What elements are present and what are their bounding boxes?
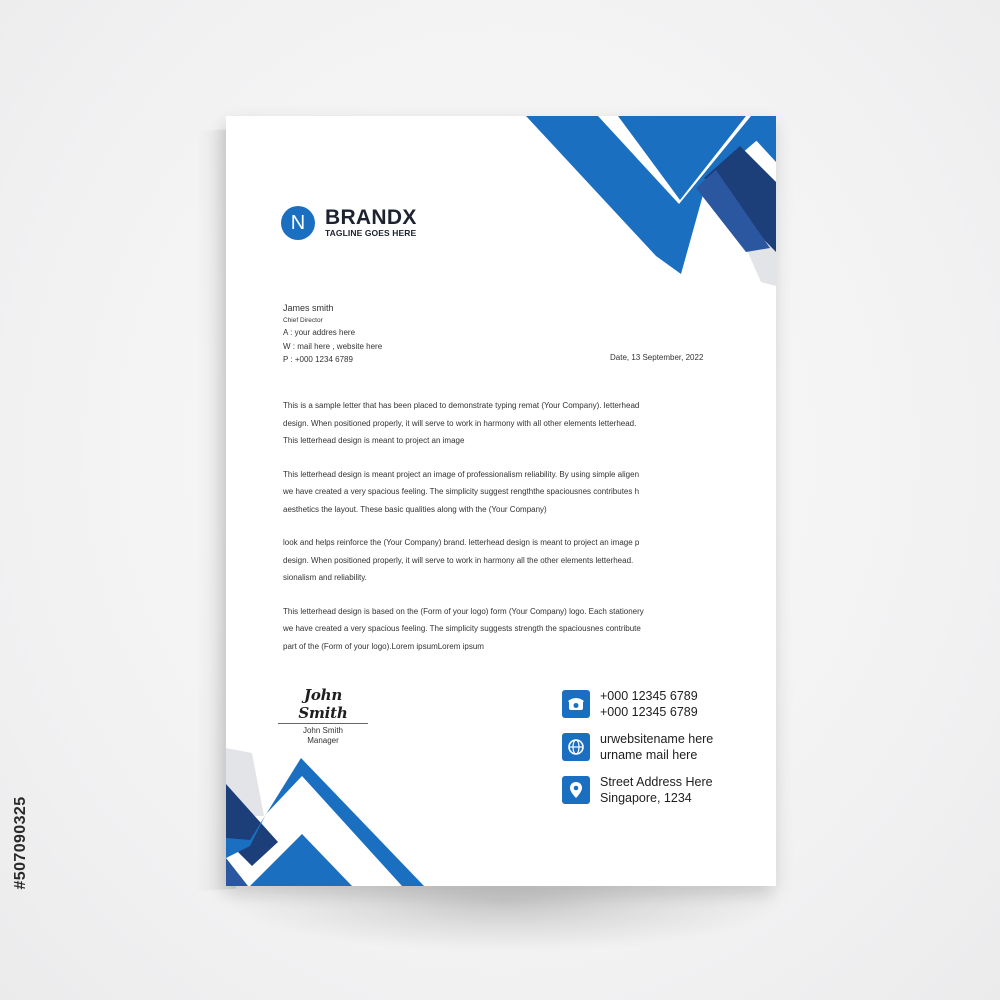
bottom-left-mid-blue — [226, 858, 248, 886]
contact-block — [562, 688, 713, 817]
paragraph-line: part of the (Form of your logo).Lorem ipsumLorem ipsum — [283, 641, 484, 651]
paragraph-line: This letterhead design is based on the (Form of your logo) form (Your Company) logo. Each stationery — [283, 606, 644, 616]
stock-id — [6, 758, 36, 928]
signature-role: Manager — [307, 736, 339, 745]
paragraph — [283, 603, 719, 656]
brand-tagline: TAGLINE GOES HERE — [325, 227, 417, 238]
paragraph-line: design. When positioned properly, it will serve to work in harmony all the other elements letterhead. — [283, 555, 634, 565]
contact-web — [562, 731, 713, 763]
globe-icon — [562, 733, 590, 761]
sender-address: A : your addres here — [283, 328, 356, 337]
letter-date: Date, 13 September, 2022 — [610, 353, 704, 362]
logo-text — [325, 205, 417, 239]
letter-body — [283, 397, 719, 671]
contact-address — [562, 774, 713, 806]
paragraph-line: we have created a very spacious feeling. The simplicity suggest rengththe spaciousnes contributes h — [283, 487, 640, 496]
contact-address-line: Street Address Here — [600, 775, 713, 789]
contact-phone-line: +000 12345 6789 — [600, 705, 698, 719]
paragraph-line: look and helps reinforce the (Your Company) brand. letterhead design is meant to project an image p — [283, 538, 640, 547]
brand-name: BRANDX — [325, 205, 417, 229]
signature-rule — [278, 723, 368, 724]
contact-web-line: urwebsitename here — [600, 732, 714, 746]
sender-title: Chief Director — [283, 317, 323, 324]
top-right-blue-corner — [754, 116, 776, 162]
signature-script: John Smith — [298, 686, 348, 722]
letterhead-page — [226, 116, 776, 886]
stock-id-text: #507090325 — [12, 796, 29, 890]
paragraph — [283, 534, 719, 587]
paragraph-line: design. When positioned properly, it will serve to work in harmony with all other elements letterhead. — [283, 418, 637, 428]
signature-name: John Smith — [302, 726, 344, 735]
contact-phone — [562, 688, 713, 720]
paragraph-line: aesthetics the layout. These basic qualities along with the (Your Company) — [283, 504, 547, 514]
sender-name: James smith — [283, 303, 334, 313]
logo-badge-icon — [281, 206, 315, 240]
sender-web: W : mail here , website here — [283, 341, 383, 351]
contact-address-line: Singapore, 1234 — [600, 791, 692, 805]
paragraph-line: This letterhead design is meant to project an image — [283, 436, 465, 445]
logo-letter: N — [290, 211, 306, 234]
paragraph — [283, 466, 719, 519]
paragraph-line: we have created a very spacious feeling. The simplicity suggests strength the spaciousnes contribute — [283, 624, 641, 633]
sender-phone: P : +000 1234 6789 — [283, 355, 353, 364]
paragraph-line: This letterhead design is meant project an image of professionalism reliability. By using simple aligen — [283, 469, 640, 479]
sender-block — [283, 302, 382, 367]
signature-block — [278, 686, 368, 746]
phone-icon — [562, 690, 590, 718]
paragraph-line: sionalism and reliability. — [283, 573, 367, 582]
contact-phone-line: +000 12345 6789 — [600, 689, 698, 703]
paragraph-line: This is a sample letter that has been placed to demonstrate typing remat (Your Company). letterhead — [283, 401, 640, 410]
page-bottom-shadow — [232, 880, 780, 950]
paragraph — [283, 397, 719, 450]
contact-web-line: urname mail here — [600, 748, 698, 762]
location-pin-icon — [562, 776, 590, 804]
brand-logo — [281, 206, 417, 240]
